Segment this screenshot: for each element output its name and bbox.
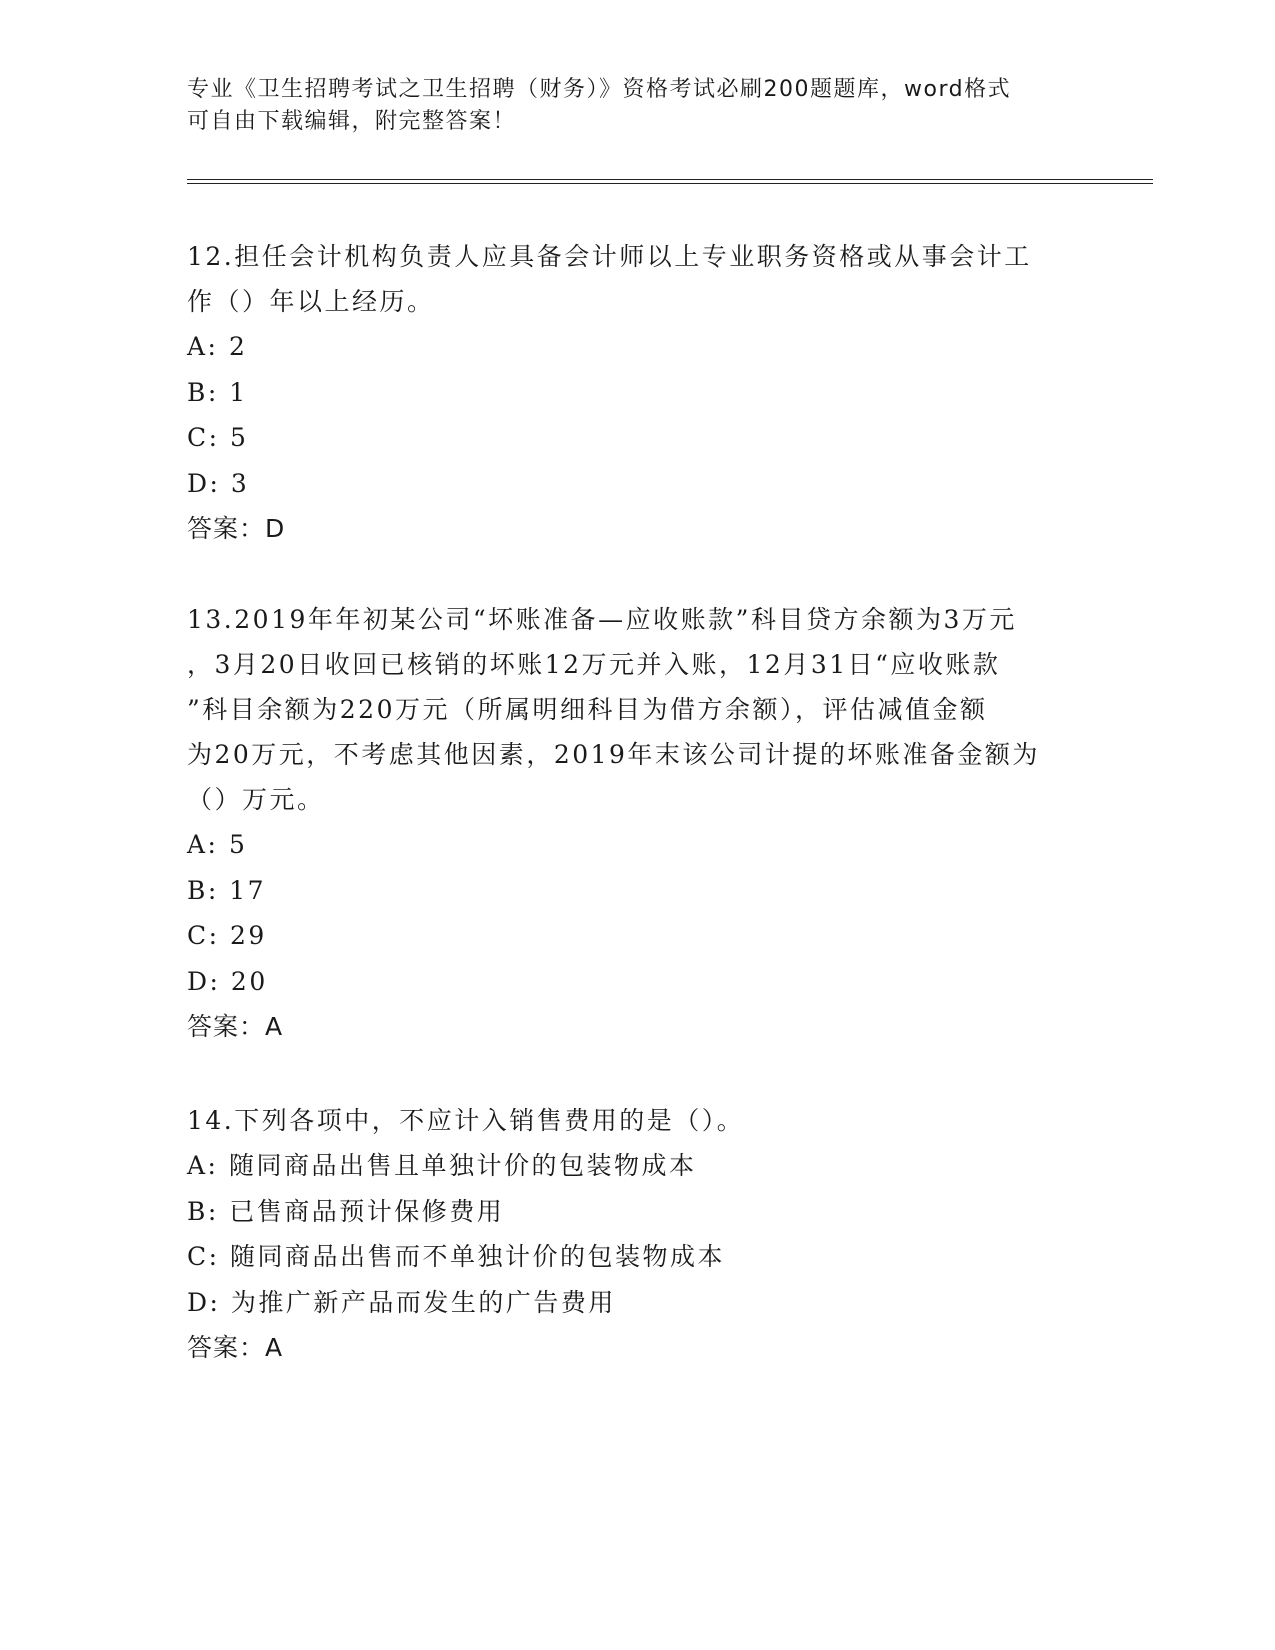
option-text: 17 [229, 875, 267, 905]
option-text: 2 [228, 332, 248, 361]
question-text [187, 1098, 1087, 1143]
option-key: B: [187, 1196, 219, 1226]
option-key: A: [187, 830, 219, 859]
question-14 [187, 1098, 1087, 1370]
option-d [187, 1280, 1087, 1326]
option-a [187, 822, 1087, 868]
option-b [187, 370, 1087, 416]
question-line: ，3月20日收回已核销的坏账12万元并入账，12月31日“应收账款 [187, 650, 1001, 679]
option-key: D: [187, 966, 221, 996]
question-line: 14.下列各项中，不应计入销售费用的是（）。 [187, 1106, 745, 1135]
header-divider-top [187, 179, 1153, 180]
document-header [187, 74, 1087, 138]
header-divider-bottom [187, 183, 1153, 184]
question-line: 为20万元，不考虑其他因素，2019年末该公司计提的坏账准备金额为 [187, 740, 1040, 769]
option-text: 随同商品出售且单独计价的包装物成本 [228, 1151, 697, 1180]
option-key: A: [187, 332, 219, 361]
option-text: 1 [229, 377, 248, 407]
option-key: D: [187, 1287, 221, 1317]
option-c [187, 1234, 1087, 1280]
option-key: C: [187, 921, 220, 950]
option-text: 已售商品预计保修费用 [229, 1196, 505, 1226]
question-13 [187, 597, 1087, 1049]
answer-label: 答案：A [187, 1012, 284, 1041]
option-text: 29 [230, 921, 267, 950]
option-b [187, 868, 1087, 914]
option-text: 5 [228, 830, 248, 859]
option-key: D: [187, 468, 221, 498]
option-text: 随同商品出售而不单独计价的包装物成本 [230, 1242, 726, 1271]
option-c [187, 415, 1087, 461]
option-c [187, 913, 1087, 959]
header-line: 可自由下载编辑，附完整答案！ [187, 109, 517, 134]
option-key: C: [187, 1242, 220, 1271]
question-line: ”科目余额为220万元（所属明细科目为借方余额），评估减值金额 [187, 695, 988, 724]
question-line: （）万元。 [187, 785, 325, 814]
question-12 [187, 234, 1087, 551]
question-line: 13.2019年年初某公司“坏账准备—应收账款”科目贷方余额为3万元 [187, 605, 1017, 634]
option-text: 20 [230, 966, 268, 996]
option-d [187, 461, 1087, 507]
option-text: 为推广新产品而发生的广告费用 [230, 1287, 616, 1317]
option-text: 3 [230, 468, 250, 498]
question-line: 12.担任会计机构负责人应具备会计师以上专业职务资格或从事会计工 [187, 242, 1032, 271]
question-line: 作（）年以上经历。 [187, 287, 435, 316]
option-key: A: [187, 1151, 219, 1180]
option-text: 5 [230, 423, 249, 452]
option-key: B: [187, 377, 219, 407]
question-text [187, 597, 1087, 822]
option-key: B: [187, 875, 219, 905]
header-line: 专业《卫生招聘考试之卫生招聘（财务）》资格考试必刷200题题库，word格式 [187, 77, 1012, 102]
question-text [187, 234, 1087, 324]
option-key: C: [187, 423, 220, 452]
answer-label: 答案：A [187, 1333, 284, 1362]
option-a [187, 324, 1087, 370]
option-a [187, 1143, 1087, 1189]
answer-label: 答案：D [187, 514, 286, 543]
option-d [187, 959, 1087, 1005]
option-b [187, 1189, 1087, 1235]
